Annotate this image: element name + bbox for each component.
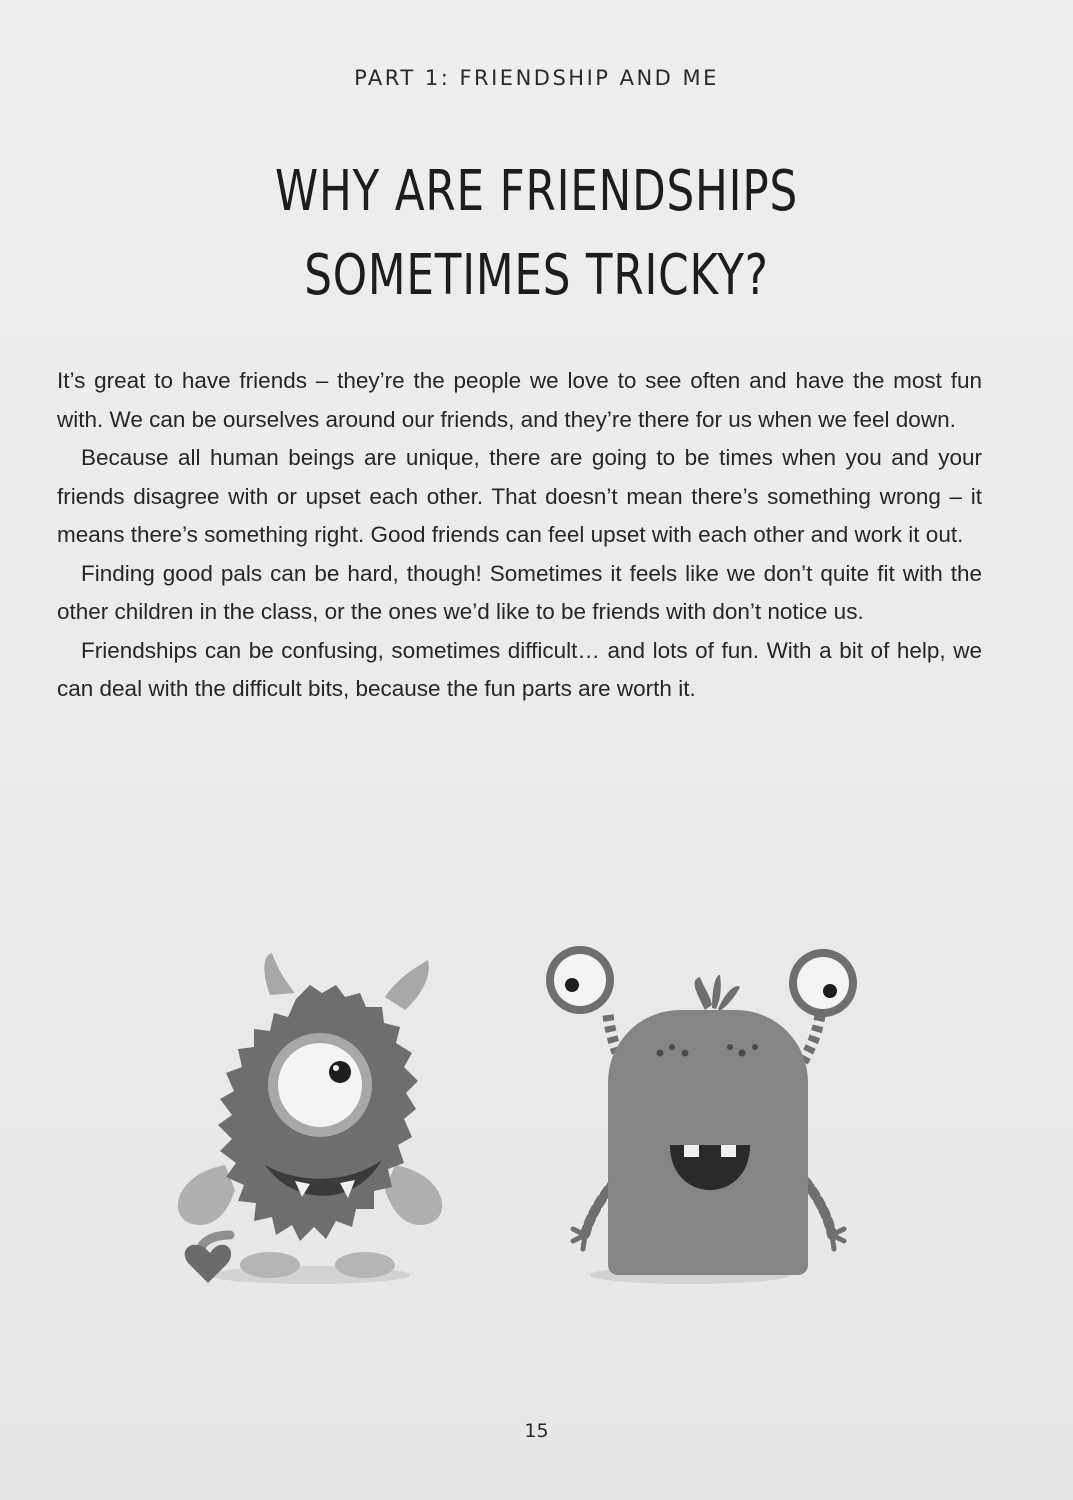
page-title-line-1: WHY ARE FRIENDSHIPS <box>275 159 798 224</box>
running-head: PART 1: FRIENDSHIP AND ME <box>354 66 719 90</box>
body-text <box>57 362 982 709</box>
paragraph-3: Finding good pals can be hard, though! Sometimes it feels like we don’t quite fit with the other children in the class, or the ones we’d like to be friends with don’t notice us. <box>57 560 982 624</box>
monsters-illustration <box>160 935 880 1295</box>
paragraph-2: Because all human beings are unique, there are going to be times when you and your friends disagree with or upset each other. That doesn’t mean there’s something wrong – it means there’s something right. Good friends can feel upset with each other and work it out. <box>57 445 982 547</box>
paragraph-1: It’s great to have friends – they’re the people we love to see often and have the most fun with. We can be ourselves around our friends, and they’re there for us when we feel down. <box>57 368 982 432</box>
page-title <box>118 150 955 318</box>
furry-one-eyed-monster-icon <box>178 953 442 1284</box>
two-eyed-stalk-monster-icon <box>546 946 857 1284</box>
page-number: 15 <box>524 1420 549 1442</box>
page-title-line-2: SOMETIMES TRICKY? <box>304 243 769 308</box>
paragraph-4: Friendships can be confusing, sometimes difficult… and lots of fun. With a bit of help, we can deal with the difficult bits, because the fun parts are worth it. <box>57 637 982 701</box>
